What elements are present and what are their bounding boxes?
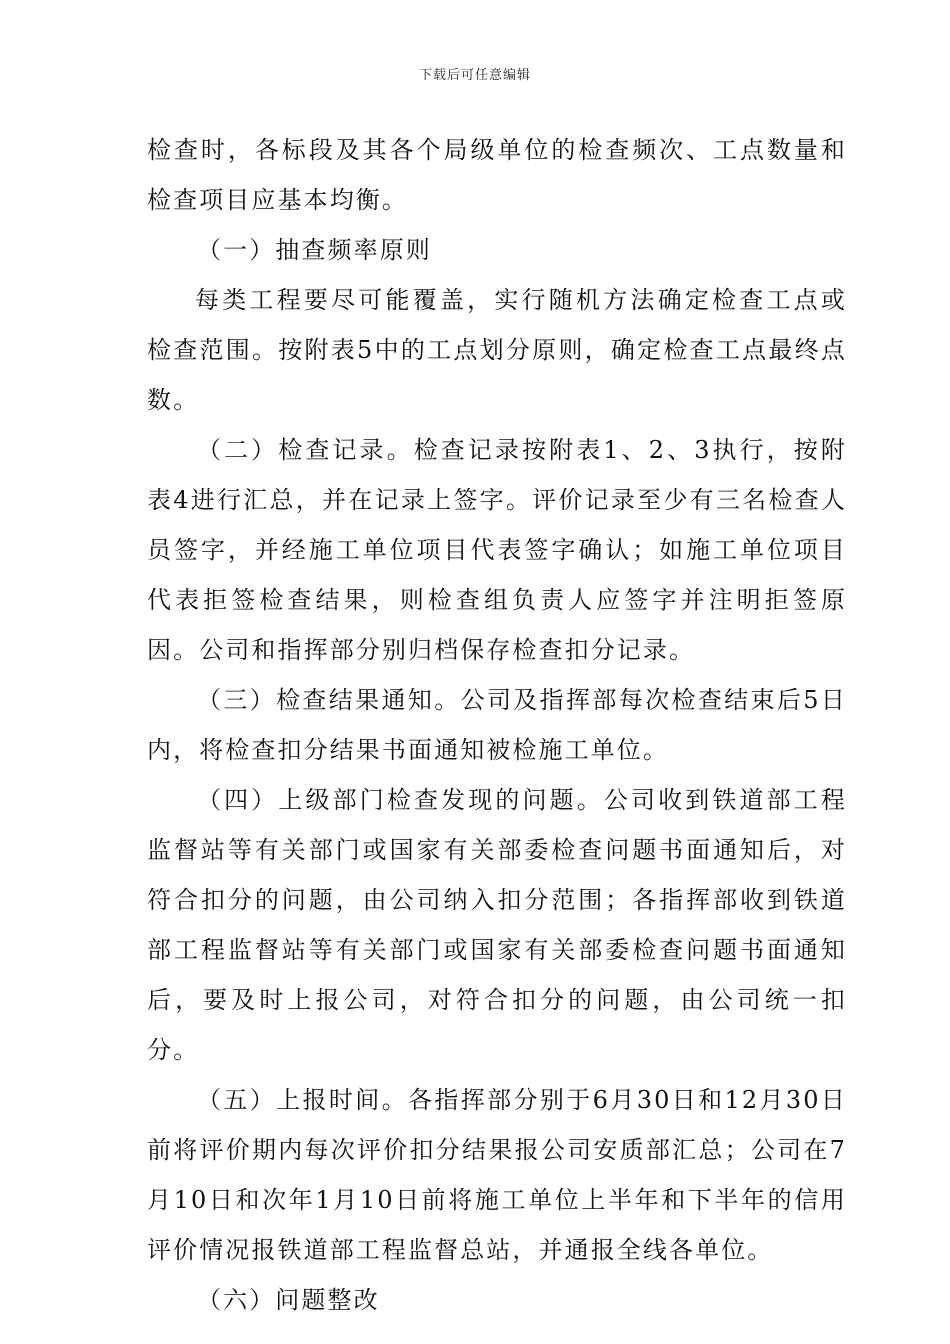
paragraph-result-notification: （三）检查结果通知。公司及指挥部每次检查结束后5日内，将检查扣分结果书面通知被检施工单位。 [147, 686, 847, 764]
paragraph-coverage: 每类工程要尽可能覆盖，实行随机方法确定检查工点或检查范围。按附表5中的工点划分原则，确定检查工点最终点数。 [147, 286, 847, 414]
heading-sampling-frequency: （一）抽查频率原则 [197, 236, 432, 264]
paragraph-higher-department-issues: （四）上级部门检查发现的问题。公司收到铁道部工程监督站等有关部门或国家有关部委检查问题书面通知后，对符合扣分的问题，由公司纳入扣分范围；各指挥部收到铁道部工程监督站等有关部门或国家有关部委检查问题书面通知后，要及时上报公司，对符合扣分的问题，由公司统一扣分。 [147, 786, 847, 1064]
page-header: 下载后可任意编辑 [418, 68, 531, 83]
heading-rectification: （六）问题整改 [197, 1286, 380, 1314]
paragraph-continuation: 检查时，各标段及其各个局级单位的检查频次、工点数量和检查项目应基本均衡。 [147, 136, 847, 214]
paragraph-inspection-records: （二）检查记录。检查记录按附表1、2、3执行，按附表4进行汇总，并在记录上签字。评价记录至少有三名检查人员签字，并经施工单位项目代表签字确认；如施工单位项目代表拒签检查结果，则检查组负责人应签字并注明拒签原因。公司和指挥部分别归档保存检查扣分记录。 [147, 436, 847, 664]
document-body [147, 125, 847, 1325]
paragraph-reporting-time: （五）上报时间。各指挥部分别于6月30日和12月30日前将评价期内每次评价扣分结果报公司安质部汇总；公司在7月10日和次年1月10日前将施工单位上半年和下半年的信用评价情况报铁道部工程监督总站，并通报全线各单位。 [147, 1086, 847, 1264]
